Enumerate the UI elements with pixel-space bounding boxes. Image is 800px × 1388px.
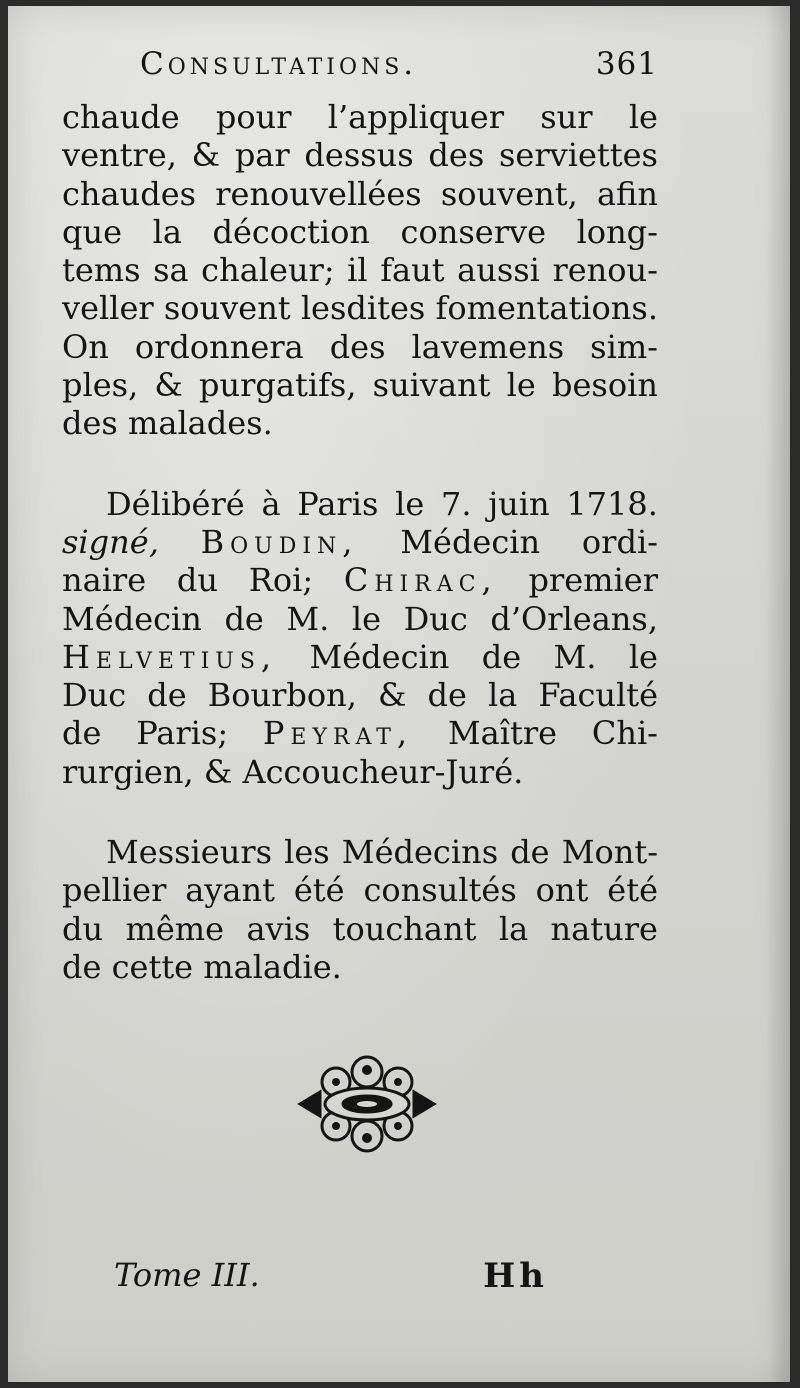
word: de — [62, 714, 102, 753]
word: touchant — [332, 909, 477, 948]
text-line — [62, 523, 658, 561]
word: sim- — [590, 327, 658, 366]
text-line — [62, 638, 658, 676]
word: même — [125, 909, 225, 948]
page-text-block — [62, 46, 658, 986]
word: & — [377, 676, 407, 715]
word: le — [506, 366, 536, 405]
text-line — [62, 561, 658, 599]
text-line — [62, 289, 658, 327]
word: Roi; — [248, 561, 314, 600]
word: de — [224, 599, 264, 638]
word: sur — [540, 98, 593, 136]
word: des — [428, 136, 485, 175]
word: ples, — [62, 366, 139, 405]
text-line — [62, 366, 658, 404]
paragraph-signatories — [62, 485, 658, 791]
signatory-boudin: Boudin, — [200, 522, 359, 561]
word: M. — [286, 599, 330, 638]
word: d’Orleans, — [490, 599, 658, 638]
word: On — [62, 327, 109, 366]
word: renou- — [552, 251, 658, 290]
word: souvent, — [440, 174, 578, 213]
word: purgatifs, — [199, 366, 357, 405]
signature-mark: Hh — [483, 1256, 548, 1296]
word: avis — [246, 909, 311, 948]
word: Médecin — [309, 637, 450, 676]
text-line — [62, 871, 658, 909]
book-page — [8, 6, 790, 1382]
text-line — [62, 600, 658, 638]
word: tems — [62, 251, 141, 290]
word: les — [284, 833, 330, 872]
word: le — [395, 484, 425, 523]
word: Chi- — [591, 714, 658, 753]
word: serviettes — [498, 136, 658, 175]
word: Duc — [62, 676, 127, 715]
page-footer — [114, 1256, 554, 1296]
word: chaleur; — [201, 251, 335, 290]
word: nature — [550, 909, 658, 948]
word: naire — [62, 561, 147, 600]
word: faut — [380, 251, 445, 290]
word: ordonnera — [134, 327, 304, 366]
word: besoin — [551, 366, 658, 405]
word: du — [62, 909, 104, 948]
word: Faculté — [538, 676, 658, 715]
word: long- — [576, 212, 658, 251]
word: que — [62, 212, 123, 251]
word: chaudes — [62, 174, 197, 213]
word: Paris; — [136, 714, 229, 753]
word: rurgien, & Accoucheur-Juré. — [62, 752, 524, 791]
signatory-helvetius: Helvetius, — [62, 637, 278, 676]
word: lavemens — [411, 327, 565, 366]
word: à — [261, 484, 281, 523]
text-line — [62, 328, 658, 366]
word: il — [347, 251, 368, 290]
word: Maître — [447, 714, 558, 753]
volume-label: Tome III. — [114, 1256, 260, 1294]
word: du — [176, 561, 218, 600]
word: le — [628, 637, 658, 676]
word: afin — [596, 174, 658, 213]
word: pour — [215, 98, 292, 136]
running-head-title: Consultations. — [140, 46, 418, 82]
word: été — [293, 871, 345, 910]
word: décoction — [212, 212, 370, 251]
text-line — [62, 910, 658, 948]
word: ventre, — [62, 136, 177, 175]
word: souvent — [163, 289, 291, 328]
text-line — [62, 175, 658, 213]
word: & — [191, 136, 221, 175]
word: Mont- — [561, 833, 658, 872]
text-line — [62, 251, 658, 289]
word: suivant — [372, 366, 491, 405]
signe-word: signé, — [62, 522, 159, 561]
text-line — [62, 833, 658, 871]
word: veller — [62, 289, 154, 328]
page-gutter-shadow — [766, 6, 790, 1382]
page-number: 361 — [595, 46, 658, 82]
word: juin — [488, 484, 550, 523]
word: premier — [528, 561, 658, 600]
paragraph-montpellier — [62, 833, 658, 986]
word: pellier — [62, 871, 167, 910]
text-line — [62, 404, 658, 442]
signatory-peyrat: Peyrat, — [262, 714, 414, 753]
word: lesdites — [300, 289, 426, 328]
text-line — [62, 213, 658, 251]
text-line — [62, 714, 658, 752]
text-line — [62, 948, 658, 986]
word: ordi- — [581, 522, 658, 561]
word: Paris — [297, 484, 379, 523]
word: le — [351, 599, 382, 638]
word: de — [481, 637, 522, 676]
word: Médecin — [62, 599, 202, 638]
word: M. — [553, 637, 597, 676]
text-line — [62, 98, 658, 136]
word: par — [234, 136, 290, 175]
word: Duc — [403, 599, 468, 638]
text-line — [62, 676, 658, 714]
word: Médecin — [400, 522, 541, 561]
word: Médecins — [341, 833, 499, 872]
word: Messieurs — [106, 833, 273, 872]
word: la — [498, 909, 529, 948]
word: sa — [153, 251, 189, 290]
text-line — [62, 485, 658, 523]
text-line — [62, 136, 658, 174]
floral-fleuron-icon — [292, 1048, 442, 1158]
word: des malades. — [62, 404, 273, 443]
word: été — [607, 871, 658, 910]
word: dessus — [304, 136, 414, 175]
word: de — [510, 833, 550, 872]
word: & — [154, 366, 183, 405]
word: conserve — [400, 212, 546, 251]
word: de — [427, 676, 467, 715]
word: de cette maladie. — [62, 947, 342, 986]
word: ayant — [185, 871, 275, 910]
signatory-chirac: Chirac, — [343, 561, 498, 600]
date-year: 1718. — [566, 484, 658, 523]
word: 7. — [440, 484, 472, 523]
word: ont — [535, 871, 589, 910]
word: chaude — [62, 98, 180, 136]
running-head — [62, 46, 658, 98]
word: de — [147, 676, 187, 715]
word: la — [487, 676, 518, 715]
text-line — [62, 753, 658, 791]
word: Délibéré — [106, 484, 245, 523]
word: Bourbon, — [207, 676, 357, 715]
word: consultés — [363, 871, 517, 910]
word: fomentations. — [435, 289, 658, 328]
paragraph-remedy — [62, 98, 658, 443]
word: renouvellées — [215, 174, 422, 213]
word: aussi — [457, 251, 540, 290]
word: l’appliquer — [327, 98, 505, 136]
word: la — [152, 212, 182, 251]
word: le — [628, 98, 658, 136]
word: des — [329, 327, 386, 366]
